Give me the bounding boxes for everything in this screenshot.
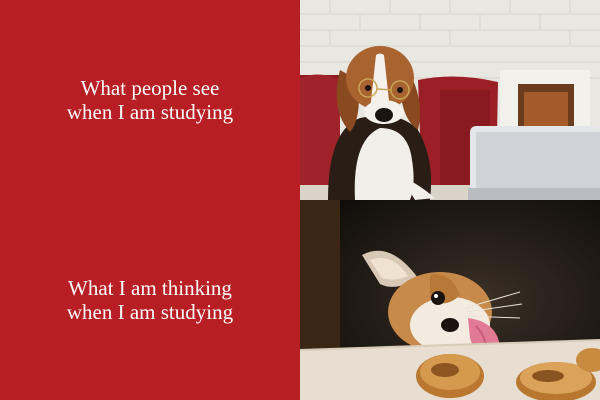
top-caption <box>67 76 233 124</box>
beagle-photo <box>300 0 600 200</box>
corgi-photo <box>300 200 600 400</box>
bottom-caption-line-2: when I am studying <box>66 300 234 324</box>
top-caption-line-2: when I am studying <box>66 100 234 124</box>
bottom-caption <box>67 276 233 324</box>
beagle-illustration <box>300 0 600 200</box>
bottom-caption-panel <box>0 200 300 400</box>
bottom-caption-line-1: What I am thinking <box>68 276 232 300</box>
top-caption-line-1: What people see <box>80 76 220 100</box>
top-caption-panel <box>0 0 300 200</box>
corgi-illustration <box>300 200 600 400</box>
